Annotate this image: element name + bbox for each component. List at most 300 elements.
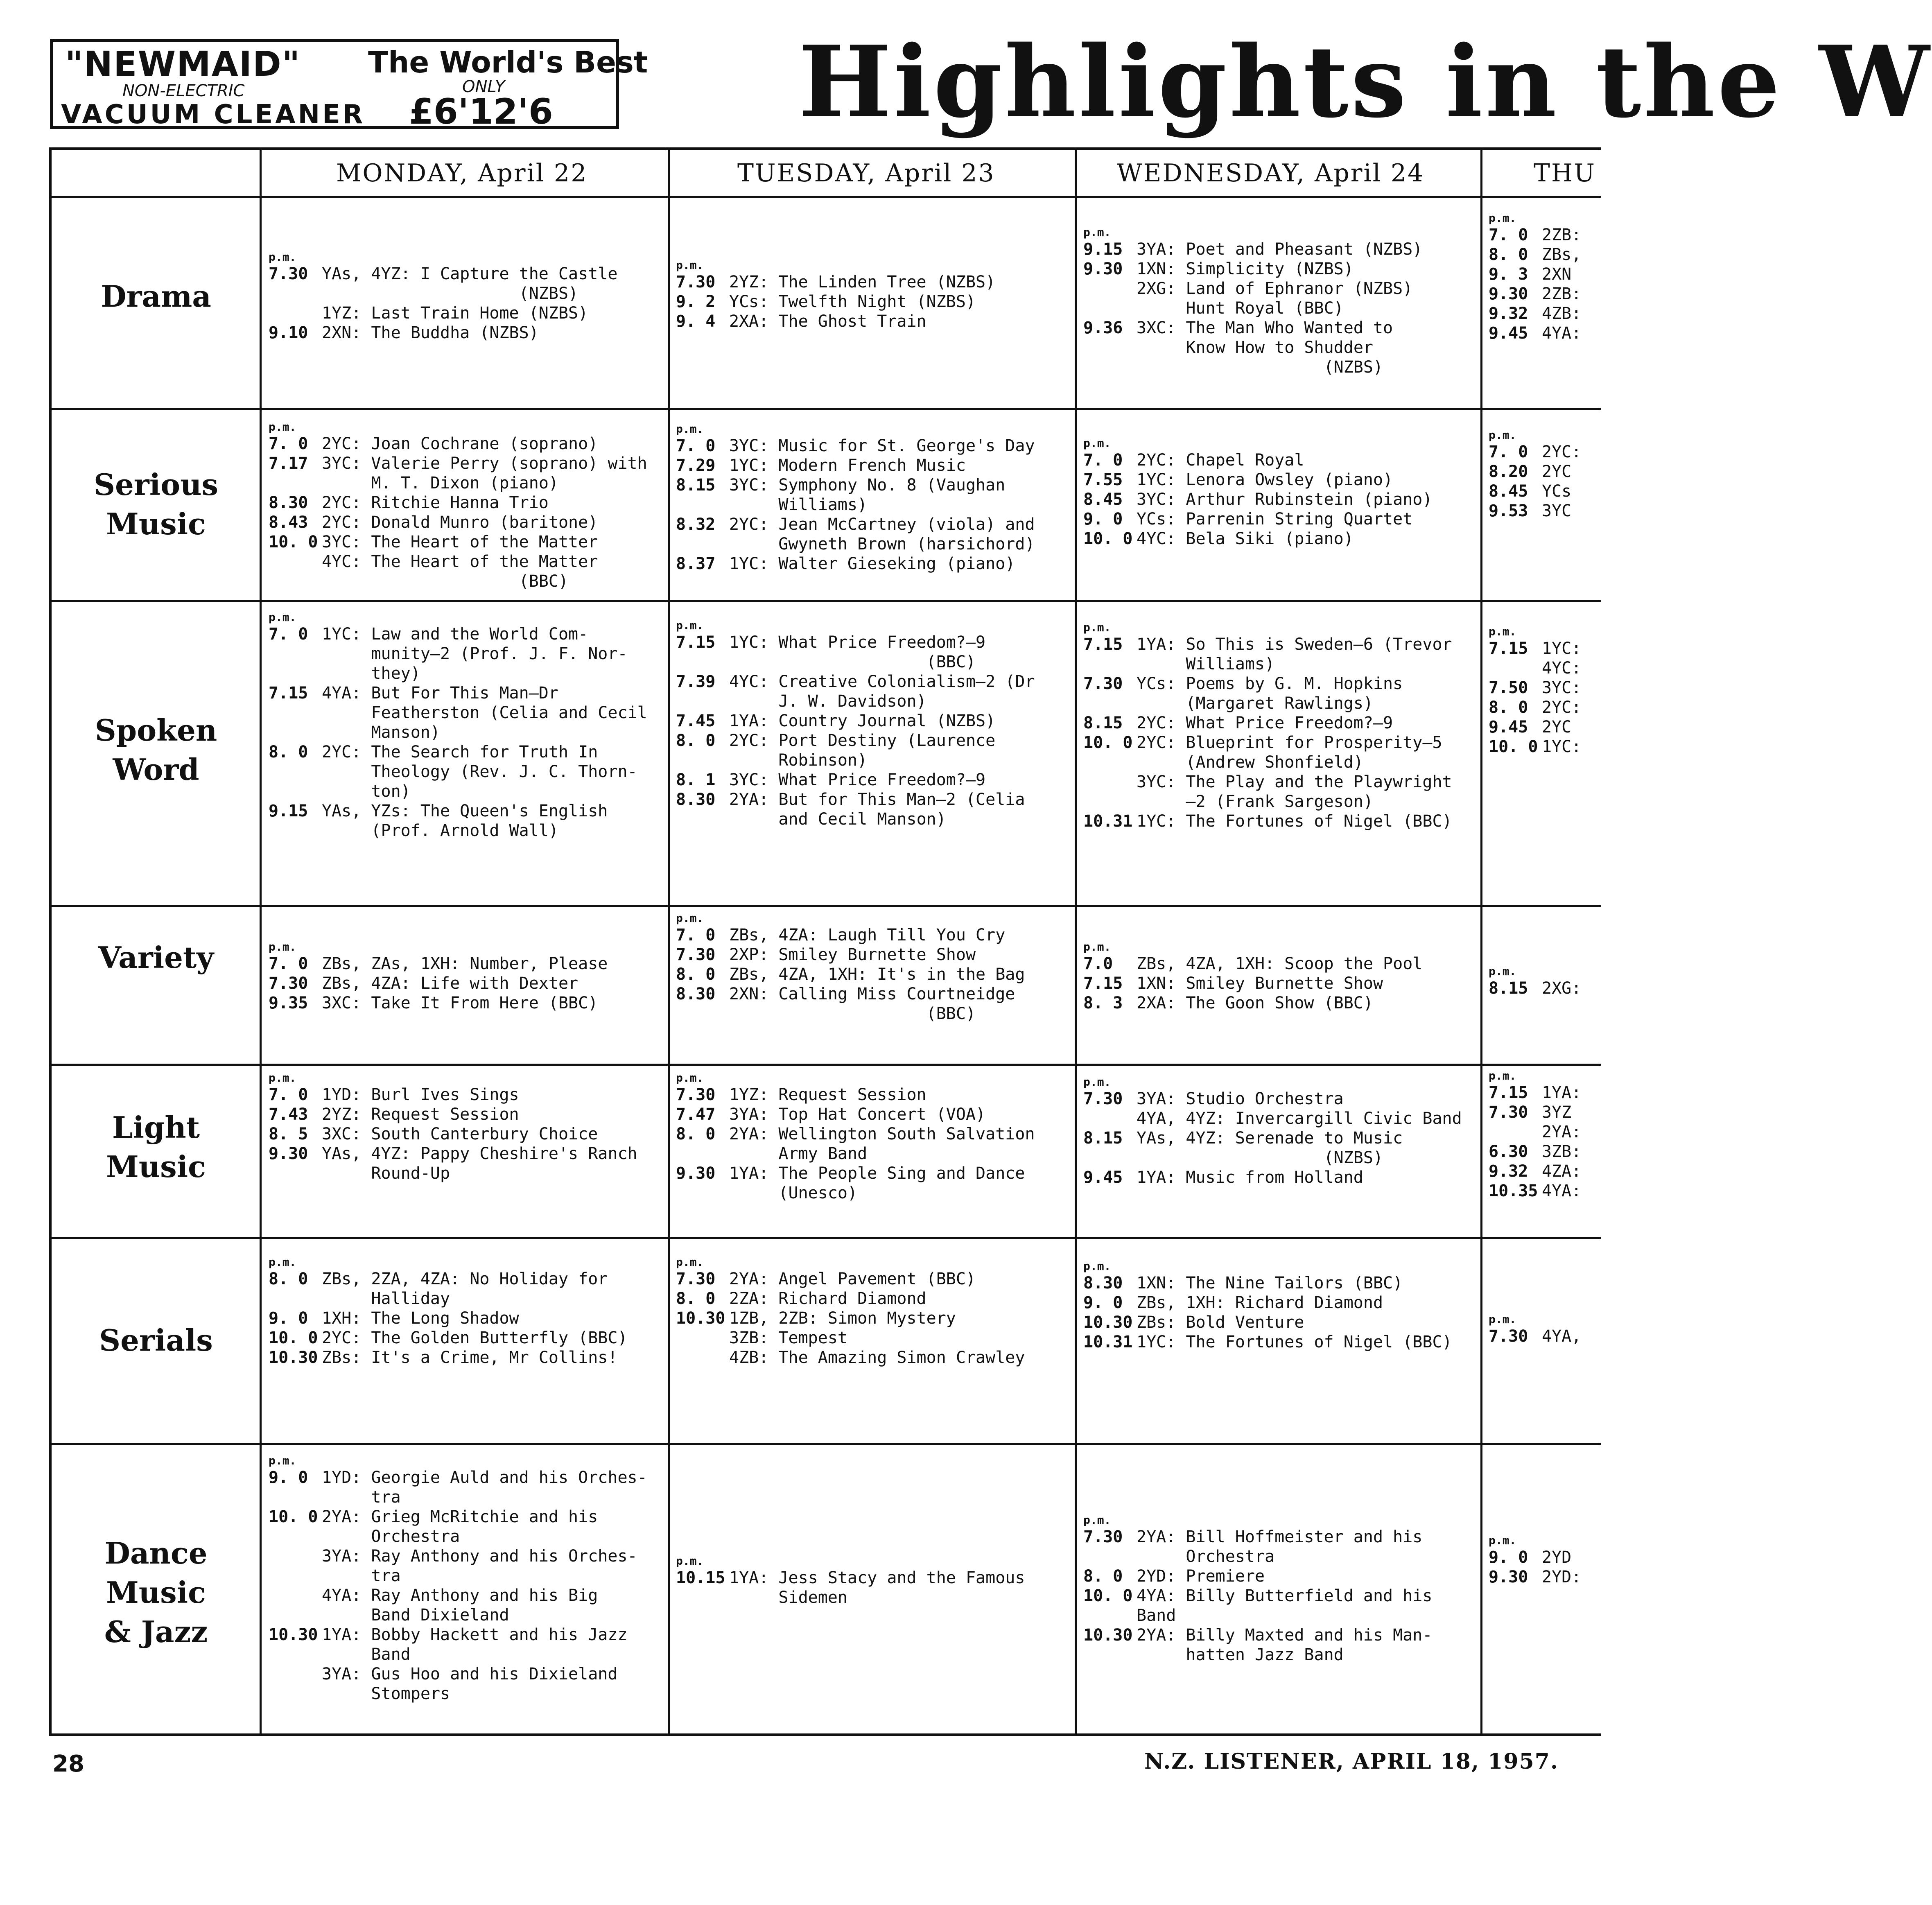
programme-entry (1489, 978, 1624, 998)
programme-title: 2YC: Joan Cochrane (soprano) (322, 434, 598, 453)
programme-entry (269, 954, 658, 974)
programme-entry (676, 1124, 1065, 1164)
schedule-cell-serious-thu (1489, 428, 1624, 521)
programme-entry (676, 945, 1065, 965)
column-divider (1480, 150, 1482, 1733)
programme-entry (1083, 318, 1472, 377)
programme-title: 1XN: Simplicity (NZBS) (1137, 260, 1354, 278)
row-divider (52, 1064, 1601, 1066)
programme-time: 9. 3 (1489, 265, 1528, 284)
category-serials: Serials (99, 1323, 213, 1358)
programme-time: 8.20 (1489, 462, 1528, 481)
pm-label: p.m. (269, 420, 296, 434)
programme-time: 8. 0 (676, 1289, 716, 1308)
advert-brand: "NEWMAID" (65, 44, 301, 84)
programme-title: 2YZ: The Linden Tree (NZBS) (729, 273, 996, 292)
programme-title: 1YC: The Fortunes of Nigel (BBC) (1137, 812, 1452, 831)
programme-entry (269, 1144, 658, 1183)
programme-title: 2XN: Calling Miss Courtneidge (BBC) (729, 985, 1015, 1023)
programme-entry (1489, 481, 1624, 501)
programme-title: 4ZA: (1542, 1162, 1582, 1181)
programme-title: 4YA: (1542, 1182, 1582, 1200)
programme-time: 9.15 (1083, 240, 1123, 259)
row-divider (52, 1443, 1601, 1445)
schedule-cell-variety-thu (1489, 965, 1624, 998)
programme-time: 10.31 (1083, 1333, 1133, 1351)
programme-time: 8.30 (676, 985, 716, 1003)
programme-entry (676, 984, 1065, 1024)
day-header-monday: MONDAY, April 22 (336, 159, 588, 188)
programme-title: 4YA: Billy Butterfield and his Band (1137, 1586, 1442, 1625)
pm-label: p.m. (269, 1071, 296, 1085)
schedule-cell-serious-mon (269, 420, 658, 591)
newmaid-advert (50, 39, 648, 132)
programme-time: 8. 0 (676, 965, 716, 984)
programme-time: 9.35 (269, 994, 308, 1012)
programme-time: 10.30 (269, 1348, 318, 1367)
programme-entry (269, 1468, 658, 1507)
programme-time: 7.15 (1083, 974, 1123, 993)
programme-entry (269, 323, 658, 343)
programme-title: 4YC: Bela Siki (piano) (1137, 529, 1354, 548)
schedule-cell-spoken-mon (269, 610, 658, 841)
programme-entry (1489, 1103, 1624, 1142)
programme-time: 10.30 (269, 1625, 318, 1644)
programme-time: 8. 1 (676, 771, 716, 789)
programme-entry (1489, 639, 1624, 678)
programme-entry (1083, 259, 1472, 279)
programme-time: 10.30 (676, 1309, 725, 1328)
programme-time: 8.30 (269, 493, 308, 512)
programme-entry (1083, 1586, 1472, 1625)
programme-time: 7.30 (269, 264, 308, 283)
programme-time: 10. 0 (269, 1507, 318, 1526)
programme-time: 7. 0 (269, 434, 308, 453)
category-spoken-word: Spoken Word (95, 713, 217, 787)
programme-entry (269, 493, 658, 513)
programme-time: 9.30 (1489, 285, 1528, 303)
programme-title: 1YA: Jess Stacy and the Famous Sidemen (729, 1568, 1025, 1607)
programme-title: 2YC: Donald Munro (baritone) (322, 513, 598, 532)
programme-time: 7.30 (1083, 1528, 1123, 1546)
programme-time: 8.30 (1083, 1274, 1123, 1293)
programme-title: 2XA: The Ghost Train (729, 312, 926, 331)
programme-entry (1489, 304, 1624, 323)
programme-title: ZBs, 4ZA: Laugh Till You Cry (729, 926, 1006, 945)
schedule-cell-serials-mon (269, 1255, 658, 1367)
programme-title: 2XG: Land of Ephranor (NZBS) Hunt Royal (BBC) (1137, 279, 1413, 318)
schedule-cell-drama-wed (1083, 226, 1472, 377)
programme-entry (1083, 635, 1472, 674)
programme-time (269, 1586, 322, 1625)
programme-entry (269, 993, 658, 1013)
programme-title: 2YA: Grieg McRitchie and his Orchestra (322, 1507, 598, 1546)
programme-title: 3YC: Symphony No. 8 (Vaughan Williams) (729, 476, 1006, 514)
programme-entry (1489, 717, 1624, 737)
programme-time: 9.30 (269, 1144, 308, 1163)
schedule-cell-drama-mon (269, 250, 658, 343)
programme-entry (1083, 1332, 1472, 1352)
programme-time: 10. 0 (269, 1329, 318, 1347)
programme-entry (1489, 264, 1624, 284)
programme-entry (1489, 737, 1624, 757)
programme-entry (1083, 279, 1472, 318)
programme-entry (1489, 1326, 1624, 1346)
programme-time: 9.45 (1083, 1168, 1123, 1187)
programme-title: 3XC: Take It From Here (BBC) (322, 994, 598, 1012)
programme-time: 6.30 (1489, 1142, 1528, 1161)
programme-time: 7. 0 (269, 625, 308, 644)
programme-title: 2YD (1542, 1548, 1572, 1567)
programme-entry (676, 770, 1065, 790)
programme-time: 7.30 (676, 273, 716, 292)
programme-title: ZBs, 4ZA, 1XH: It's in the Bag (729, 965, 1025, 984)
programme-entry (269, 742, 658, 801)
programme-entry (269, 1328, 658, 1348)
programme-title: 2YC: Port Destiny (Laurence Robinson) (729, 731, 996, 770)
programme-time: 7.15 (1083, 635, 1123, 654)
programme-entry (1083, 811, 1472, 831)
programme-title: 1YZ: Request Session (729, 1085, 926, 1104)
programme-title: ZBs, 4ZA: Life with Dexter (322, 974, 578, 993)
programme-time: 7.30 (676, 1270, 716, 1288)
programme-title: 2YA: Bill Hoffmeister and his Orchestra (1137, 1528, 1423, 1566)
programme-title: ZBs, 2ZA, 4ZA: No Holiday for Halliday (322, 1270, 608, 1308)
programme-time: 8.15 (1083, 1129, 1123, 1148)
programme-entry (1489, 698, 1624, 717)
programme-title: 1YC: Modern French Music (729, 456, 966, 475)
programme-title: 1YC: Law and the World Com- munity—2 (Prof. J. F. Nor- they) (322, 625, 628, 683)
programme-entry (269, 1308, 658, 1328)
programme-entry (676, 1085, 1065, 1105)
programme-title: 3YC: Arthur Rubinstein (piano) (1137, 490, 1433, 509)
pm-label: p.m. (1489, 1313, 1516, 1326)
programme-title: 1YZ: Last Train Home (NZBS) (322, 304, 588, 323)
programme-title: 1YC: Walter Gieseking (piano) (729, 554, 1015, 573)
programme-entry (269, 1507, 658, 1546)
programme-title: 2YD: (1542, 1568, 1582, 1586)
programme-title: 4YC: Creative Colonialism—2 (Dr J. W. Davidson) (729, 672, 1035, 711)
programme-entry (676, 1308, 1065, 1367)
schedule-cell-serials-tue (676, 1255, 1065, 1367)
programme-time: 7. 0 (269, 1085, 308, 1104)
programme-title: YCs: Twelfth Night (NZBS) (729, 292, 976, 311)
programme-title: 3YA: Studio Orchestra 4YA, 4YZ: Invercargill Civic Band (1137, 1089, 1462, 1128)
pm-label: p.m. (676, 911, 704, 925)
programme-time: 7.30 (1083, 674, 1123, 693)
programme-time: 10. 0 (1083, 529, 1133, 548)
programme-entry (676, 436, 1065, 456)
programme-entry (269, 1664, 658, 1704)
programme-entry (1083, 1273, 1472, 1293)
programme-title: 3YC: Music for St. George's Day (729, 436, 1035, 455)
programme-entry (269, 1124, 658, 1144)
column-divider (668, 150, 670, 1733)
pm-label: p.m. (1083, 1259, 1111, 1273)
programme-entry (1083, 772, 1472, 811)
programme-entry (269, 1269, 658, 1308)
programme-title: 2YC: Ritchie Hanna Trio (322, 493, 549, 512)
programme-title: YAs, 4YZ: Pappy Cheshire's Ranch Round-Up (322, 1144, 637, 1183)
programme-time: 9.30 (676, 1164, 716, 1183)
programme-title: YAs, 4YZ: I Capture the Castle (NZBS) (322, 264, 618, 303)
programme-title: 3YC: (1542, 678, 1582, 697)
programme-entry (676, 790, 1065, 829)
programme-time: 8.32 (676, 515, 716, 534)
programme-title: 2YA: Billy Maxted and his Man- hatten Jazz Band (1137, 1626, 1433, 1664)
programme-time: 8. 0 (1489, 245, 1528, 264)
programme-time: 9. 0 (1083, 510, 1123, 529)
programme-time (1083, 772, 1137, 811)
pm-label: p.m. (676, 258, 704, 272)
programme-time: 8. 0 (269, 743, 308, 762)
programme-entry (269, 1625, 658, 1664)
pm-label: p.m. (1083, 436, 1111, 450)
pm-label: p.m. (676, 619, 704, 632)
programme-time: 7. 0 (1489, 443, 1528, 461)
advert-product: VACUUM CLEANER (61, 99, 366, 130)
programme-entry (676, 475, 1065, 515)
schedule-cell-serials-thu (1489, 1313, 1624, 1346)
programme-time: 8.15 (676, 476, 716, 495)
pm-label: p.m. (269, 610, 296, 624)
programme-entry (269, 1586, 658, 1625)
category-dance-music-jazz: Dance Music & Jazz (104, 1536, 208, 1649)
programme-time: 9.10 (269, 323, 308, 342)
programme-title: 3YC: The Play and the Playwright —2 (Frank Sargeson) (1137, 773, 1452, 811)
advert-only: ONLY (462, 77, 505, 96)
programme-title: ZBs, 1XH: Richard Diamond (1137, 1293, 1383, 1312)
day-header-thursday: THU (1534, 159, 1596, 188)
programme-title: 3YC: What Price Freedom?—9 (729, 771, 986, 789)
programme-entry (269, 303, 658, 323)
programme-entry (269, 683, 658, 742)
programme-title: 3YA: Ray Anthony and his Orches- tra (322, 1547, 637, 1585)
issue-line: N.Z. LISTENER, APRIL 18, 1957. (1144, 1749, 1559, 1774)
programme-entry (676, 312, 1065, 331)
pm-label: p.m. (676, 422, 704, 436)
programme-title: 3YZ 2YA: (1542, 1103, 1582, 1141)
programme-time: 10.35 (1489, 1182, 1538, 1200)
programme-entry (1489, 678, 1624, 698)
pm-label: p.m. (1083, 1075, 1111, 1089)
programme-entry (1083, 240, 1472, 259)
schedule-cell-dance-mon (269, 1454, 658, 1704)
programme-title: 2YC: Jean McCartney (viola) and Gwyneth Brown (harsichord) (729, 515, 1035, 554)
programme-title: ZBs, 4ZA, 1XH: Scoop the Pool (1137, 954, 1423, 973)
programme-time: 7.30 (1489, 1327, 1528, 1346)
programme-entry (676, 1269, 1065, 1289)
programme-time: 9. 4 (676, 312, 716, 331)
programme-entry (676, 1568, 1065, 1607)
programme-time: 9. 0 (1489, 1548, 1528, 1567)
programme-entry (1083, 450, 1472, 470)
programme-title: 3XC: South Canterbury Choice (322, 1125, 598, 1143)
schedule-cell-spoken-wed (1083, 621, 1472, 831)
programme-title: 1YC: Lenora Owsley (piano) (1137, 470, 1393, 489)
programme-title: ZBs, ZAs, 1XH: Number, Please (322, 954, 608, 973)
programme-time: 7.47 (676, 1105, 716, 1124)
programme-entry (676, 731, 1065, 770)
programme-entry (676, 515, 1065, 554)
programme-time: 8. 0 (1083, 1567, 1123, 1586)
programme-entry (676, 292, 1065, 312)
programme-entry (269, 1085, 658, 1105)
programme-title: 3ZB: (1542, 1142, 1582, 1161)
programme-time: 7.15 (269, 684, 308, 703)
programme-title: 4YA: (1542, 324, 1582, 343)
programme-title: 4ZB: (1542, 304, 1582, 323)
programme-entry (1489, 1181, 1624, 1201)
programme-entry (1083, 733, 1472, 772)
programme-time: 10.30 (1083, 1626, 1133, 1645)
schedule-cell-serious-wed (1083, 436, 1472, 549)
programme-entry (676, 672, 1065, 711)
programme-title: 1XH: The Long Shadow (322, 1309, 519, 1328)
programme-time: 9.32 (1489, 1162, 1528, 1181)
programme-time: 9.36 (1083, 319, 1123, 337)
programme-time (1083, 279, 1137, 318)
programme-entry (1489, 323, 1624, 343)
schedule-cell-light-wed (1083, 1075, 1472, 1187)
programme-entry (1083, 529, 1472, 549)
programme-time: 7.30 (269, 974, 308, 993)
programme-time: 8.43 (269, 513, 308, 532)
programme-title: 4YC: The Heart of the Matter (BBC) (322, 552, 598, 591)
programme-title: 2ZA: Richard Diamond (729, 1289, 926, 1308)
programme-entry (1083, 470, 1472, 490)
category-drama: Drama (101, 279, 211, 314)
pm-label: p.m. (269, 1454, 296, 1467)
pm-label: p.m. (676, 1554, 704, 1568)
programme-time: 9.30 (1489, 1568, 1528, 1586)
programme-entry (1083, 1566, 1472, 1586)
programme-entry (1083, 1168, 1472, 1187)
programme-title: 2ZB: (1542, 226, 1582, 244)
programme-entry (1083, 1527, 1472, 1566)
row-divider (52, 408, 1601, 410)
programme-time: 9.30 (1083, 260, 1123, 278)
advert-kind: NON-ELECTRIC (122, 81, 245, 100)
programme-time: 8. 3 (1083, 994, 1123, 1012)
programme-time: 8.30 (676, 790, 716, 809)
advert-price: £6'12'6 (409, 91, 553, 132)
programme-entry (676, 1164, 1065, 1203)
programme-time: 9.32 (1489, 304, 1528, 323)
schedule-cell-dance-thu (1489, 1534, 1624, 1587)
programme-title: 2YZ: Request Session (322, 1105, 519, 1124)
programme-entry (269, 1546, 658, 1586)
programme-entry (1083, 1625, 1472, 1665)
programme-entry (1083, 1313, 1472, 1332)
programme-title: 1ZB, 2ZB: Simon Mystery 3ZB: Tempest 4ZB: The Amazing Simon Crawley (729, 1309, 1025, 1367)
category-light-music: Light Music (106, 1110, 206, 1184)
row-divider (52, 1237, 1601, 1239)
programme-title: ZBs: Bold Venture (1137, 1313, 1304, 1332)
programme-entry (1489, 284, 1624, 304)
programme-time: 9.53 (1489, 502, 1528, 520)
pm-label: p.m. (1489, 1069, 1516, 1082)
programme-entry (1083, 509, 1472, 529)
schedule-cell-dance-tue (676, 1554, 1065, 1607)
programme-time: 7.45 (676, 712, 716, 730)
row-divider (52, 905, 1601, 907)
programme-title: 2YA: Angel Pavement (BBC) (729, 1270, 976, 1288)
programme-entry (676, 965, 1065, 984)
programme-title: YCs: Poems by G. M. Hopkins (Margaret Rawlings) (1137, 674, 1403, 713)
programme-time: 7.43 (269, 1105, 308, 1124)
programme-title: 2YA: But for This Man—2 (Celia and Cecil Manson) (729, 790, 1025, 829)
programme-entry (1083, 993, 1472, 1013)
programme-time: 9. 0 (269, 1309, 308, 1328)
programme-title: 1YD: Burl Ives Sings (322, 1085, 519, 1104)
pm-label: p.m. (1489, 428, 1516, 442)
programme-title: 1YA: Music from Holland (1137, 1168, 1363, 1187)
programme-entry (676, 272, 1065, 292)
programme-entry (1489, 245, 1624, 264)
programme-title: 1YA: (1542, 1083, 1582, 1102)
programme-entry (269, 801, 658, 841)
programme-title: 3XC: The Man Who Wanted to Know How to Shudder (NZBS) (1137, 319, 1393, 377)
programme-time: 7.30 (1489, 1103, 1528, 1122)
programme-title: 1YA: So This is Sweden—6 (Trevor Williams) (1137, 635, 1452, 673)
programme-entry (269, 552, 658, 591)
programme-time: 7.39 (676, 672, 716, 691)
programme-time: 9.45 (1489, 718, 1528, 737)
programme-time: 8. 0 (1489, 698, 1528, 717)
category-variety: Variety (98, 940, 214, 975)
programme-time: 8. 0 (676, 1125, 716, 1143)
programme-time (269, 1546, 322, 1586)
day-header-tuesday: TUESDAY, April 23 (737, 159, 995, 188)
programme-title: 1YC: 4YC: (1542, 639, 1582, 678)
programme-time: 8. 5 (269, 1125, 308, 1143)
schedule-cell-light-thu (1489, 1069, 1624, 1201)
row-divider (52, 600, 1601, 602)
programme-time: 9.15 (269, 802, 308, 820)
schedule-cell-variety-tue (676, 911, 1065, 1024)
pm-label: p.m. (676, 1255, 704, 1269)
programme-title: 2YC (1542, 462, 1572, 481)
programme-time: 7.30 (676, 945, 716, 964)
programme-time: 7.15 (1489, 639, 1528, 658)
pm-label: p.m. (1489, 1534, 1516, 1547)
programme-entry (1083, 974, 1472, 993)
programme-title: 2YD: Premiere (1137, 1567, 1265, 1586)
programme-time: 9. 0 (269, 1468, 308, 1487)
programme-time: 8.45 (1083, 490, 1123, 509)
programme-title: 2YC: The Golden Butterfly (BBC) (322, 1329, 628, 1347)
pm-label: p.m. (676, 1071, 704, 1085)
programme-title: 2YC: Chapel Royal (1137, 451, 1304, 470)
programme-time: 8.15 (1083, 714, 1123, 732)
programme-entry (269, 1105, 658, 1124)
programme-title: YAs, 4YZ: Serenade to Music (NZBS) (1137, 1129, 1403, 1167)
programme-entry (1083, 1128, 1472, 1168)
programme-time (269, 1664, 322, 1704)
programme-title: 2YC: (1542, 443, 1582, 461)
schedule-cell-variety-wed (1083, 940, 1472, 1013)
pm-label: p.m. (1083, 226, 1111, 239)
day-header-wednesday: WEDNESDAY, April 24 (1117, 159, 1425, 188)
pm-label: p.m. (1489, 625, 1516, 638)
programme-entry (1083, 713, 1472, 733)
programme-time: 10.15 (676, 1568, 725, 1587)
programme-time: 7. 0 (676, 436, 716, 455)
programme-entry (269, 264, 658, 303)
schedule-cell-serials-wed (1083, 1259, 1472, 1352)
programme-entry (1489, 1142, 1624, 1162)
